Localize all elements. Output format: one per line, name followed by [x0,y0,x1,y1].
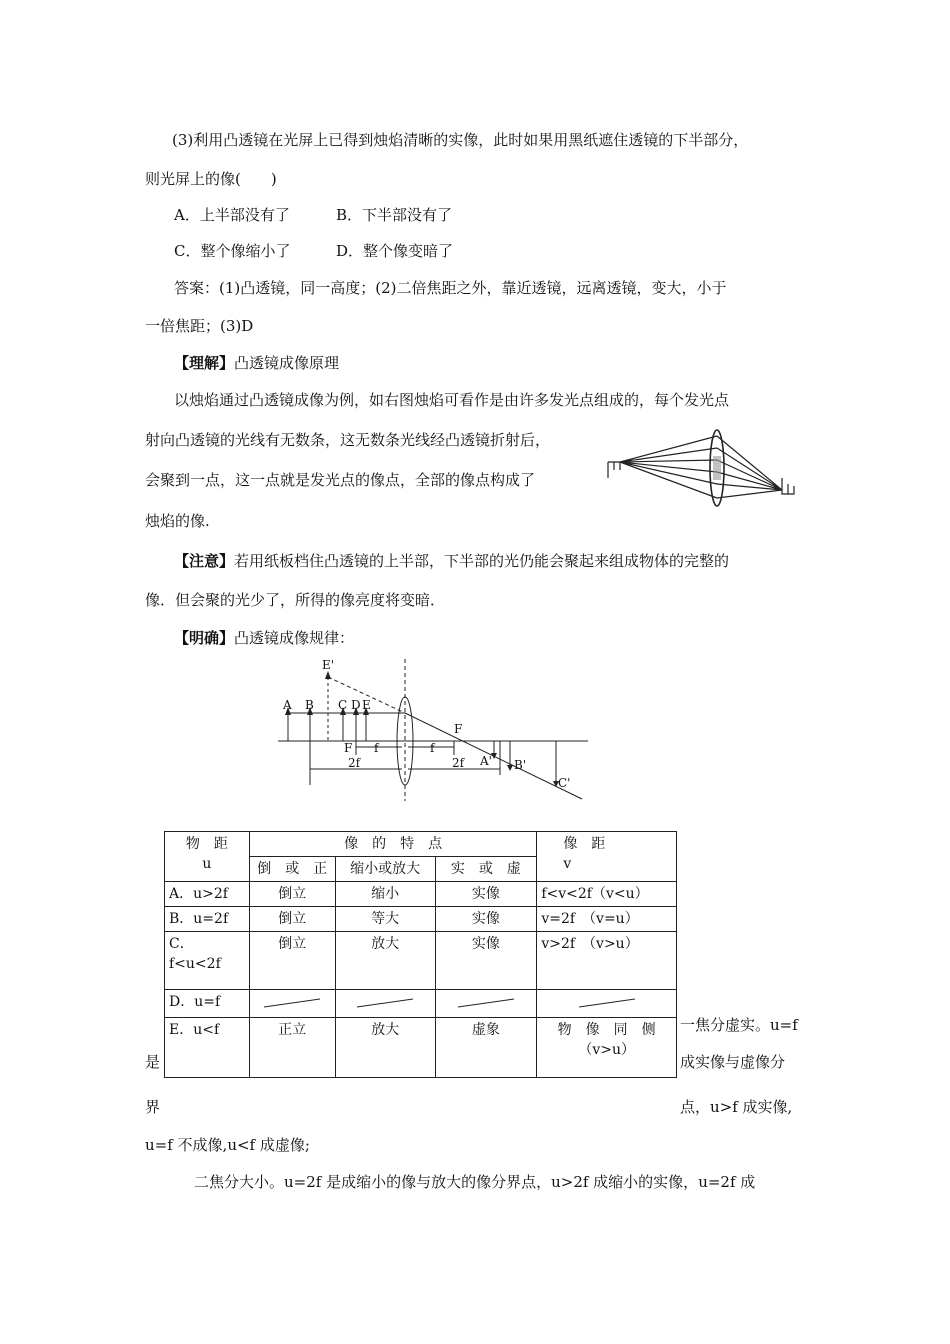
note-line1 [174,551,729,571]
cell-v-line1: 物 像 同 侧 [557,1022,656,1038]
imaging-rules-diagram [270,655,600,805]
cell-v-line2: （v>u） [578,1042,635,1058]
label-f2: f [430,741,435,755]
header-u-symbol: u [202,856,212,872]
tail-left-jie: 界 [145,1098,161,1116]
tail-line5: 二焦分大小。u=2f 是成缩小的像与放大的像分界点，u>2f 成缩小的实像，u=2f 成 [194,1173,756,1191]
lens-shaded-region [713,456,721,480]
cell-size: 放大 [335,1018,435,1078]
cell-v: v=2f （v=u） [537,907,677,932]
cell-v [537,1018,677,1078]
understand-line2: 射向凸透镜的光线有无数条，这无数条光线经凸透镜折射后， [145,431,551,449]
clear-heading [174,628,354,648]
tail-right1: 一焦分虚实。u=f [680,1016,798,1034]
cell-u: E．u<f [165,1018,250,1078]
cell-v: f<v<2f（v<u） [537,882,677,907]
option-a: A．上半部没有了 [174,206,290,224]
answer-line1: 答案：(1)凸透镜，同一高度；(2)二倍焦距之外，靠近透镜，远离透镜，变大，小于 [174,279,727,297]
label-f-left: F [344,741,353,755]
label-b-prime: B' [514,758,527,772]
table-row [165,907,677,932]
clear-tag: 【明确】 [174,629,235,647]
header-v-symbol: v [563,856,572,872]
option-d: D．整个像变暗了 [336,242,454,260]
cell-none [249,990,335,1018]
no-image-slash [567,997,647,1009]
cell-real: 实像 [435,932,537,990]
table-row [165,990,677,1018]
cell-size: 等大 [335,907,435,932]
cell-orient: 倒立 [249,932,335,990]
table-header-row [165,832,677,857]
header-real: 实 或 虚 [435,857,537,882]
q3-line1: (3)利用凸透镜在光屏上已得到烛焰清晰的实像，此时如果用黑纸遮住透镜的下半部分， [172,131,749,149]
answer-line2: 一倍焦距；(3)D [145,317,254,335]
note-line2: 像．但会聚的光少了，所得的像亮度将变暗． [145,591,446,609]
option-b: B．下半部没有了 [336,206,453,224]
cell-u: A．u>2f [165,882,250,907]
label-f1: f [374,741,379,755]
cell-orient: 倒立 [249,882,335,907]
cell-orient: 倒立 [249,907,335,932]
cell-u: D．u=f [165,990,250,1018]
table-row [165,932,677,990]
table-row [165,882,677,907]
imaging-rules-table [164,831,677,1078]
cell-real: 虚象 [435,1018,537,1078]
cell-none [435,990,537,1018]
label-2f-right: 2f [452,756,465,770]
clear-title: 凸透镜成像规律： [234,629,355,647]
cell-u-line1: C． [169,936,194,952]
table-row [165,1018,677,1078]
cell-v: v>2f （v>u） [537,932,677,990]
no-image-slash [456,997,516,1009]
understand-tag: 【理解】 [174,354,235,372]
understand-line4: 烛焰的像. [145,512,210,530]
cell-u: B．u=2f [165,907,250,932]
cell-size: 放大 [335,932,435,990]
understand-heading [174,353,339,373]
lens-ray-figure [600,428,810,520]
header-u-title: 物 距 [185,836,228,852]
label-e-prime: E' [322,658,335,672]
label-c: C [338,698,348,712]
header-image: 像 的 特 点 [249,832,536,857]
tail-left-shi: 是 [145,1053,161,1071]
option-c: C．整个像缩小了 [174,242,291,260]
label-f-right: F [454,722,463,736]
tail-right3: 点，u>f 成实像, [680,1098,793,1116]
header-u [165,832,250,882]
header-size: 缩小或放大 [335,857,435,882]
understand-line1: 以烛焰通过凸透镜成像为例，如右图烛焰可看作是由许多发光点组成的，每个发光点 [174,391,730,409]
cell-real: 实像 [435,882,537,907]
cell-none [537,990,677,1018]
q3-line2: 则光屏上的像( ) [145,170,277,188]
cell-none [335,990,435,1018]
label-c-prime: C' [558,776,571,790]
cell-size: 缩小 [335,882,435,907]
label-d: D [351,698,361,712]
label-2f-left: 2f [348,756,361,770]
note-tag: 【注意】 [174,552,235,570]
header-orient: 倒 或 正 [249,857,335,882]
understand-line3: 会聚到一点，这一点就是发光点的像点，全部的像点构成了 [145,471,536,489]
tail-right2: 成实像与虚像分 [680,1053,786,1071]
label-a-prime: A' [480,754,492,768]
note-text1: 若用纸板档住凸透镜的上半部，下半部的光仍能会聚起来组成物体的完整的 [234,552,730,570]
label-e: E [362,698,371,712]
header-v [537,832,677,882]
cell-orient: 正立 [249,1018,335,1078]
cell-u-line2: f<u<2f [169,956,221,972]
understand-title: 凸透镜成像原理 [234,354,340,372]
cell-real: 实像 [435,907,537,932]
tail-line4: u=f 不成像,u<f 成虚像; [145,1136,310,1154]
no-image-slash [355,997,415,1009]
cell-u [165,932,250,990]
label-a: A [283,698,292,712]
no-image-slash [262,997,322,1009]
label-b: B [305,698,314,712]
header-v-title: 像 距 [563,836,606,852]
